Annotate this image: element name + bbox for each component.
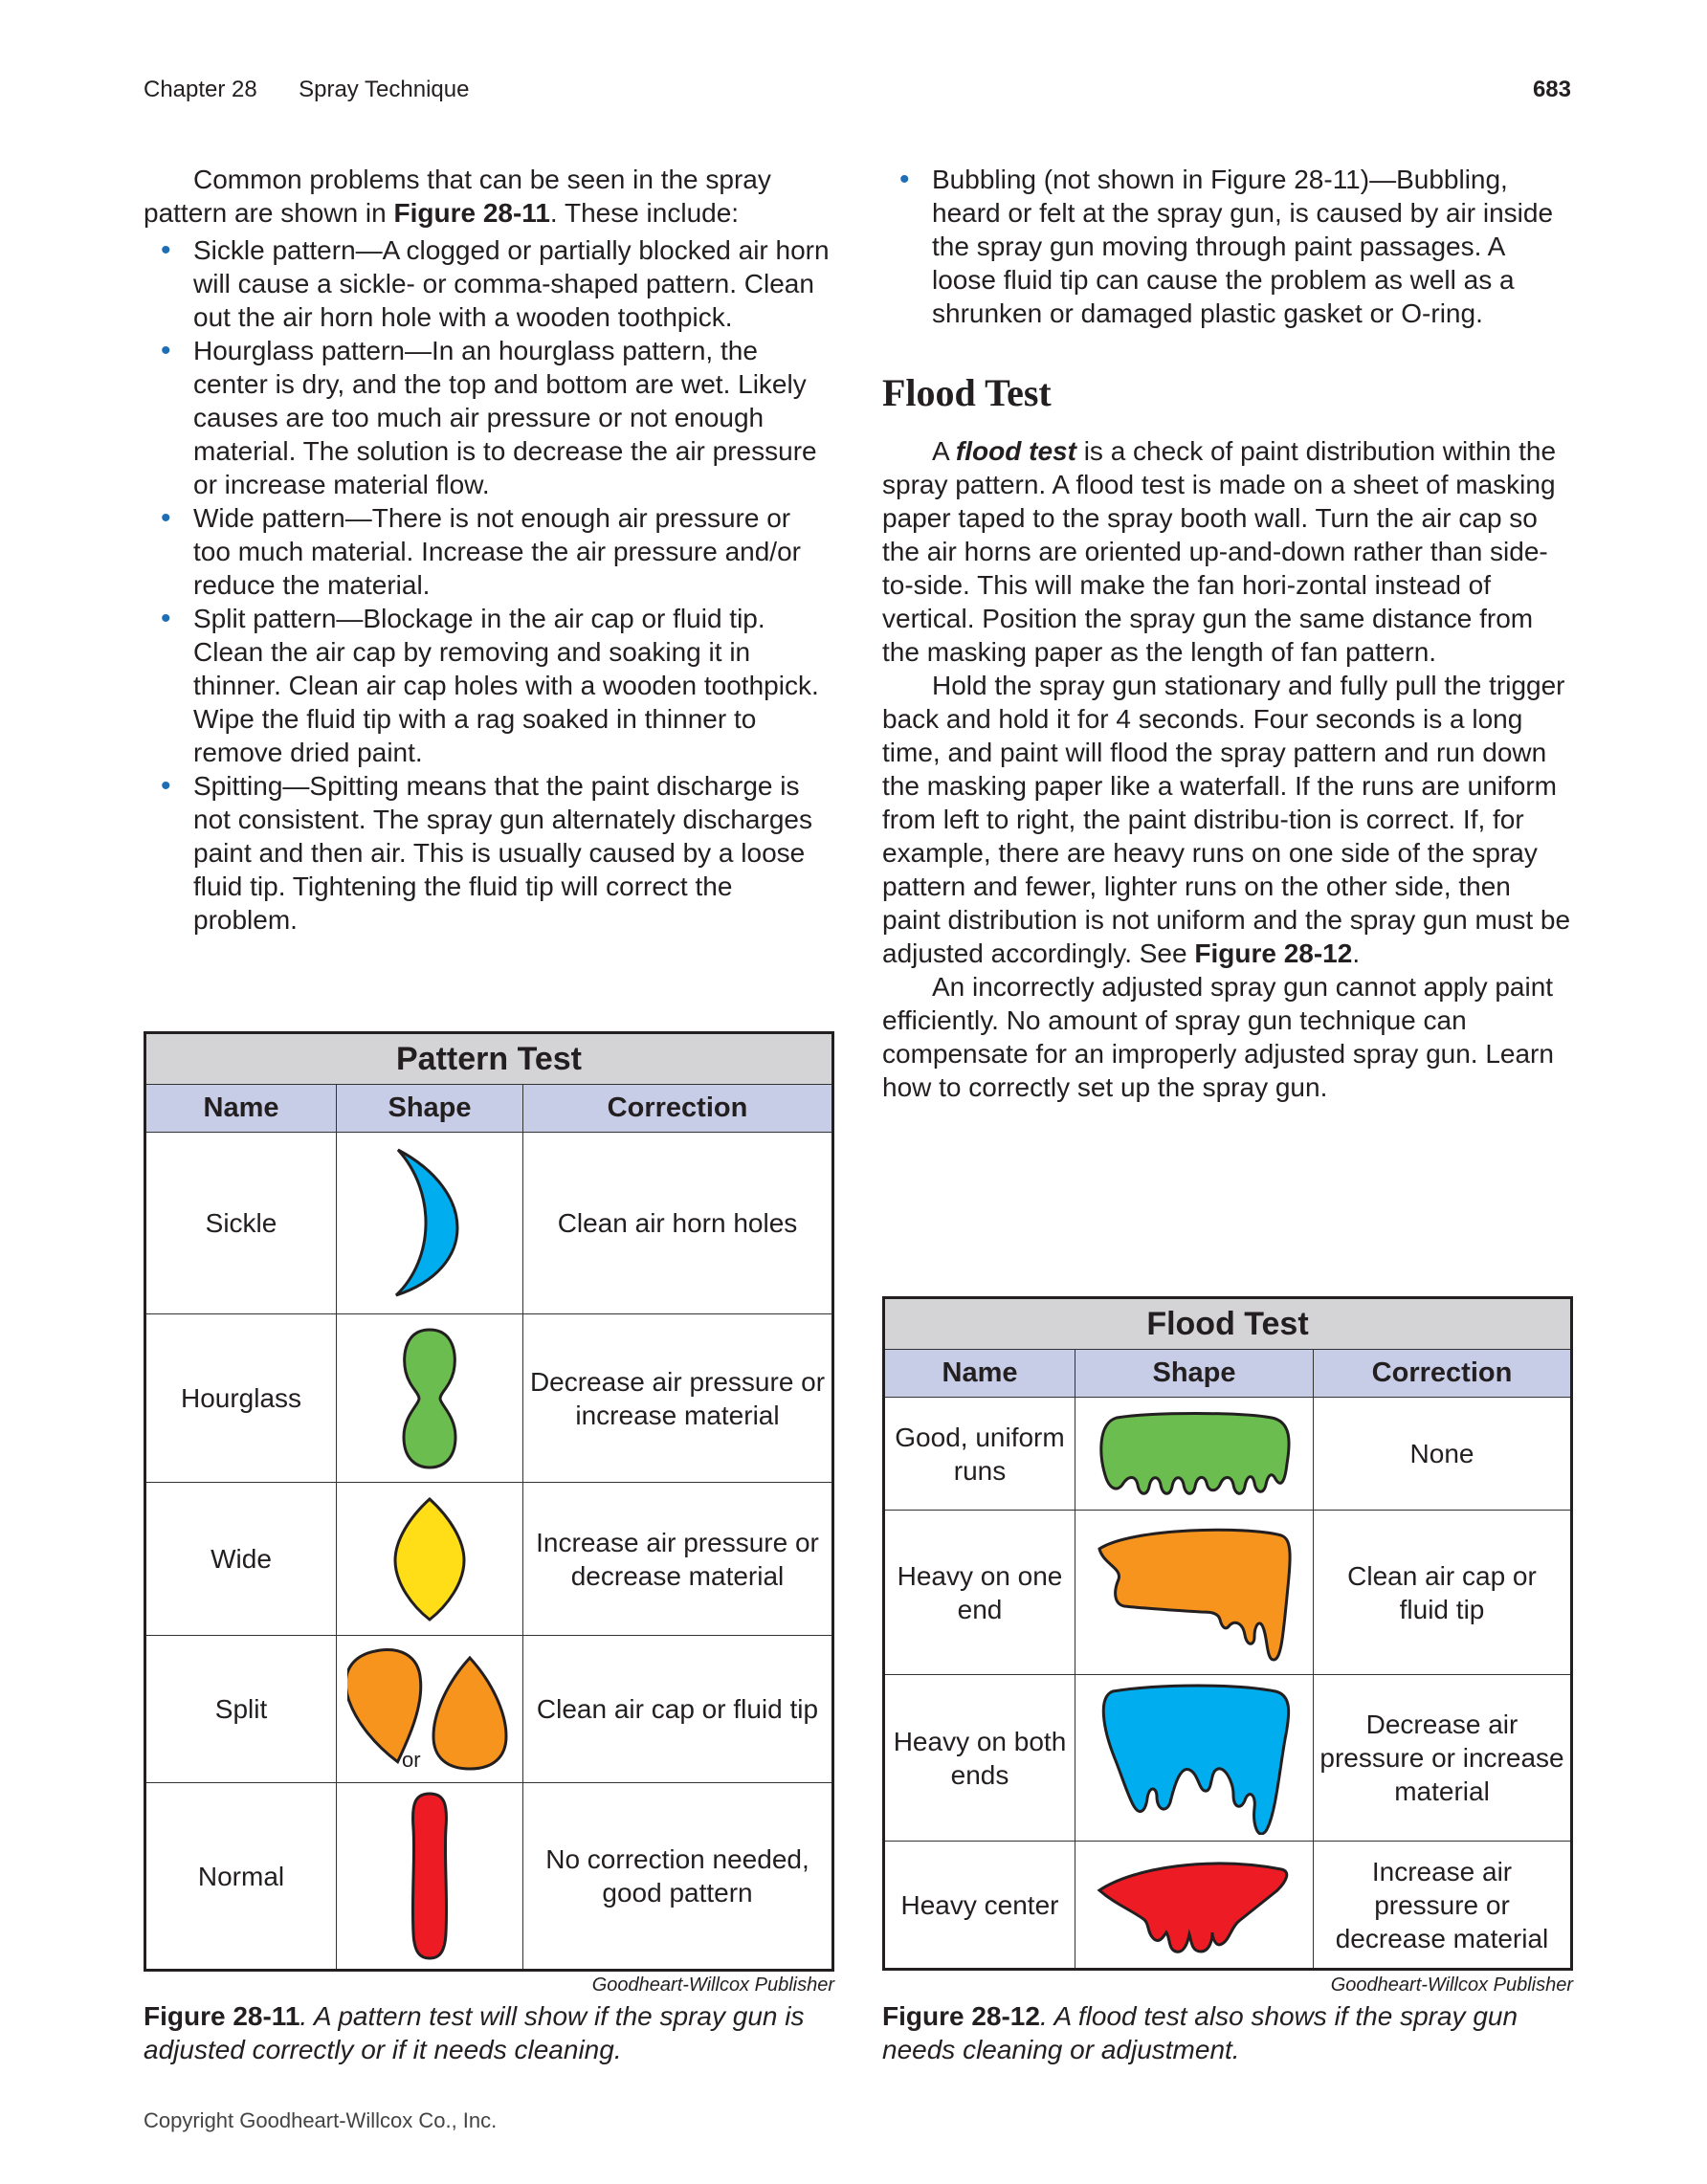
chapter-label: Chapter 28 (144, 77, 257, 102)
table-row (145, 1483, 833, 1636)
row-name: Normal (145, 1783, 337, 1971)
credit-line: Goodheart-Willcox Publisher (591, 1974, 834, 1996)
row-name: Heavy on both ends (884, 1675, 1075, 1842)
row-correction: No correction needed, good pattern (523, 1783, 833, 1971)
figure-caption: Figure 28-12. A flood test also shows if the spray gun needs cleaning or adjustment. (882, 2001, 1519, 2064)
list-item: • Sickle pattern—A clogged or partially blocked air horn will cause a sickle- or comma-shaped pattern. Clean out the air horn hole with a wooden toothpick. (144, 233, 834, 334)
hourglass-shape (337, 1314, 523, 1483)
table-row (145, 1636, 833, 1783)
row-correction: Decrease air pressure or increase material (1314, 1675, 1572, 1842)
row-correction: None (1314, 1398, 1572, 1511)
figure-ref: Figure 28-12 (1194, 938, 1353, 968)
heavy-both-ends-shape (1075, 1675, 1314, 1842)
row-correction: Clean air cap or fluid tip (523, 1636, 833, 1783)
sickle-shape (337, 1133, 523, 1314)
row-correction: Clean air horn holes (523, 1133, 833, 1314)
flood-paragraph-2: Hold the spray gun stationary and fully pull the trigger back and hold it for 4 seconds. Four seconds is a long time, and paint will flood the spray pattern and run down the masking paper like a waterfall. If the runs are uniform from left to right, the paint distribu-tion is correct. If, for example, there are heavy runs on one side of the spray pattern and fewer, lighter runs on the other side, then paint distribution is not uniform and the spray gun must be adjusted accordingly. See Figure 28-12. (882, 671, 1571, 968)
row-correction: Decrease air pressure or increase material (523, 1314, 833, 1483)
table-row (884, 1842, 1572, 1970)
problem-list (144, 233, 834, 937)
column-header: Correction (523, 1085, 833, 1133)
table-row (884, 1675, 1572, 1842)
heavy-one-end-shape (1075, 1511, 1314, 1675)
running-header (144, 77, 469, 103)
table-row (145, 1783, 833, 1971)
row-name: Sickle (145, 1133, 337, 1314)
key-term: flood test (955, 436, 1076, 466)
caption-ref: Figure 28-11 (144, 2001, 300, 2031)
section-title: Flood Test (882, 371, 1052, 414)
table-row (884, 1398, 1572, 1511)
list-item: • Split pattern—Blockage in the air cap or fluid tip. Clean the air cap by removing and soaking it in thinner. Clean air cap holes with a wooden toothpick. Wipe the fluid tip with a rag soaked in thinner to remove dried paint. (144, 602, 834, 769)
row-name: Good, uniform runs (884, 1398, 1075, 1511)
chapter-title: Spray Technique (299, 77, 470, 102)
row-name: Heavy on one end (884, 1511, 1075, 1675)
caption-ref: Figure 28-12 (882, 2001, 1040, 2031)
column-header: Name (884, 1350, 1075, 1398)
row-correction: Increase air pressure or decrease material (1314, 1842, 1572, 1970)
list-item: • Bubbling (not shown in Figure 28-11)—Bubbling, heard or felt at the spray gun, is caused by air inside the spray gun moving through paint passages. A loose fluid tip can cause the problem as well as a shrunken or damaged plastic gasket or O-ring. (882, 163, 1573, 330)
row-name: Split (145, 1636, 337, 1783)
row-name: Heavy center (884, 1842, 1075, 1970)
flood-paragraph-1: A flood test is a check of paint distribution within the spray pattern. A flood test is made on a sheet of masking paper taped to the spray booth wall. Turn the air cap so the air horns are oriented up-and-down rather than side-to-side. This will make the fan hori-zontal instead of vertical. Position the spray gun the same distance from the masking paper as the length of fan pattern. (882, 436, 1557, 667)
table-row (884, 1511, 1572, 1675)
shape-note: or (402, 1748, 421, 1772)
normal-shape (337, 1783, 523, 1971)
table-row (145, 1133, 833, 1314)
row-correction: Clean air cap or fluid tip (1314, 1511, 1572, 1675)
list-item: • Wide pattern—There is not enough air pressure or too much material. Increase the air pressure and/or reduce the material. (144, 501, 834, 602)
list-item: • Spitting—Spitting means that the paint discharge is not consistent. The spray gun alternately discharges paint and then air. This is usually caused by a loose fluid tip. Tightening the fluid tip will correct the problem. (144, 769, 834, 937)
list-item: • Hourglass pattern—In an hourglass pattern, the center is dry, and the top and bottom are wet. Likely causes are too much air pressure or not enough material. The solution is to decrease the air pressure or increase material flow. (144, 334, 834, 501)
intro-paragraph: Common problems that can be seen in the spray pattern are shown in Figure 28-11. These include: (144, 165, 771, 228)
left-column (144, 163, 834, 937)
table-title: Flood Test (884, 1298, 1572, 1350)
page-number: 683 (1532, 77, 1571, 102)
row-name: Wide (145, 1483, 337, 1636)
figure-ref: Figure 28-11 (393, 198, 550, 228)
flood-test-table (882, 1296, 1573, 1971)
credit-line: Goodheart-Willcox Publisher (1330, 1974, 1573, 1996)
pattern-test-table (144, 1031, 834, 1972)
wide-shape (337, 1483, 523, 1636)
column-header: Shape (337, 1085, 523, 1133)
table-title: Pattern Test (145, 1033, 833, 1085)
bubbling-list (882, 163, 1573, 330)
split-shape (337, 1636, 523, 1783)
uniform-runs-shape (1075, 1398, 1314, 1511)
column-header: Name (145, 1085, 337, 1133)
column-header: Correction (1314, 1350, 1572, 1398)
copyright-footer: Copyright Goodheart-Willcox Co., Inc. (144, 2108, 498, 2132)
heavy-center-shape (1075, 1842, 1314, 1970)
row-correction: Increase air pressure or decrease material (523, 1483, 833, 1636)
row-name: Hourglass (145, 1314, 337, 1483)
table-row (145, 1314, 833, 1483)
right-column (882, 163, 1573, 1104)
column-header: Shape (1075, 1350, 1314, 1398)
figure-caption: Figure 28-11. A pattern test will show if the spray gun is adjusted correctly or if it needs cleaning. (144, 2001, 805, 2064)
flood-paragraph-3: An incorrectly adjusted spray gun cannot apply paint efficiently. No amount of spray gun technique can compensate for an improperly adjusted spray gun. Learn how to correctly set up the spray gun. (882, 972, 1554, 1102)
